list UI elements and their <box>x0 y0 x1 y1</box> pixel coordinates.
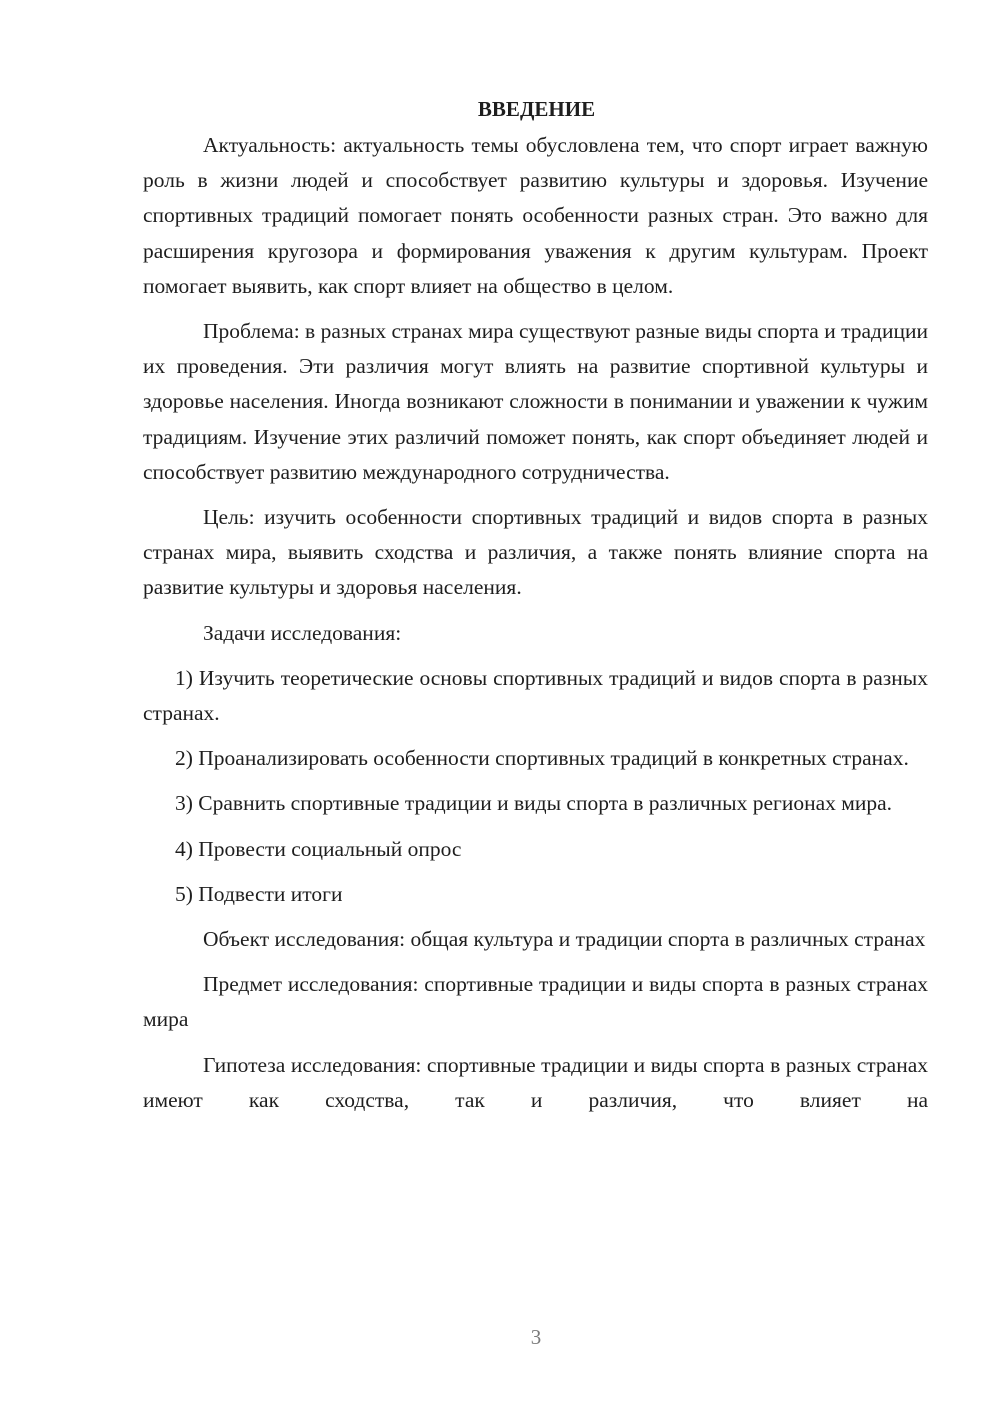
paragraph-problem: Проблема: в разных странах мира существуют разные виды спорта и традиции их проведения. Эти различия могут влиять на развитие спортивной культуры и здоровье населения. Иногда возникают сложности в понимании и уважении к чужим традициям. Изучение этих различий поможет понять, как спорт объединяет людей и способствует развитию международного сотрудничества. <box>143 319 928 484</box>
paragraph-object: Объект исследования: общая культура и традиции спорта в различных странах <box>203 927 926 952</box>
paragraph-hypothesis: Гипотеза исследования: спортивные традиции и виды спорта в разных странах имеют как сходства, так и различия, что влияет на <box>143 1052 928 1112</box>
task-item: 3) Сравнить спортивные традиции и виды спорта в различных регионах мира. <box>175 791 893 816</box>
section-title: ВВЕДЕНИЕ <box>477 97 596 121</box>
task-item: 4) Провести социальный опрос <box>175 836 462 861</box>
page-content <box>143 92 928 1128</box>
paragraph-subject: Предмет исследования: спортивные традиции и виды спорта в разных странах мира <box>143 972 928 1032</box>
task-item: 2) Проанализировать особенности спортивных традиций в конкретных странах. <box>175 746 909 771</box>
paragraph-tasks-heading: Задачи исследования: <box>203 620 402 645</box>
paragraph-relevance: Актуальность: актуальность темы обусловлена тем, что спорт играет важную роль в жизни людей и способствует развитию культуры и здоровья. Изучение спортивных традиций помогает понять особенности разных стран. Это важно для расширения кругозора и формирования уважения к другим культурам. Проект помогает выявить, как спорт влияет на общество в целом. <box>143 133 928 298</box>
page-number: 3 <box>530 1325 542 1349</box>
paragraph-goal: Цель: изучить особенности спортивных традиций и видов спорта в разных странах мира, выявить сходства и различия, а также понять влияние спорта на развитие культуры и здоровья населения. <box>143 505 928 600</box>
task-item: 5) Подвести итоги <box>175 881 343 906</box>
task-item: 1) Изучить теоретические основы спортивных традиций и видов спорта в разных странах. <box>143 665 928 726</box>
